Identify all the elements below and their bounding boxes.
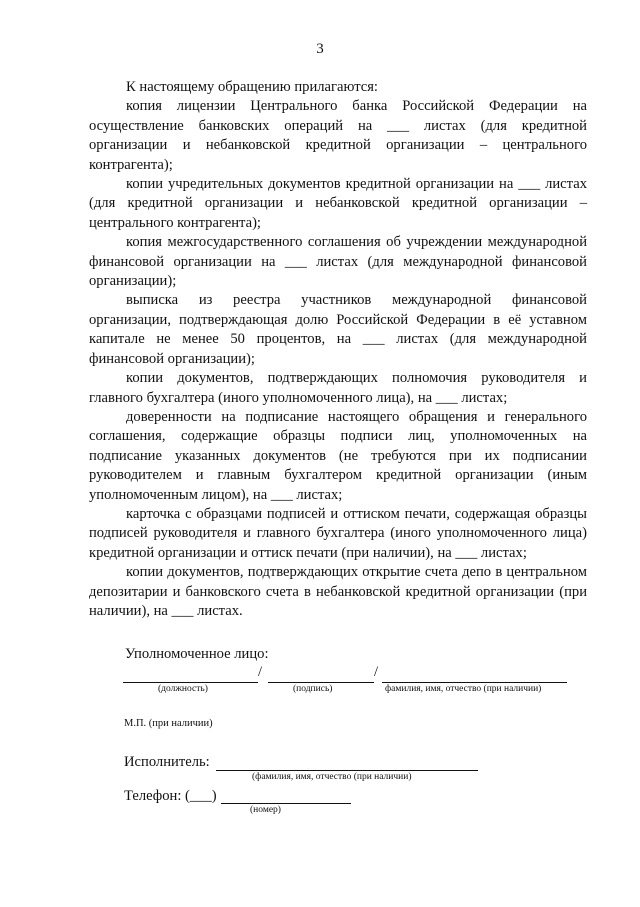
name-caption: фамилия, имя, отчество (при наличии) xyxy=(385,684,542,694)
separator-1: / xyxy=(258,664,263,680)
attachment-item: копия межгосударственного соглашения об учреждении международной финансовой организации на ___ листах (для международной финансовой организации); xyxy=(89,234,587,290)
executor-line xyxy=(216,770,478,771)
executor-caption: (фамилия, имя, отчество (при наличии) xyxy=(252,772,412,782)
signature-line xyxy=(268,682,374,683)
phone-label: Телефон: (___) xyxy=(124,788,217,804)
authorized-person-label: Уполномоченное лицо: xyxy=(125,646,269,662)
attachment-item: копии учредительных документов кредитной организации на ___ листах (для кредитной организации и небанковской кредитной организации – центрального контрагента); xyxy=(89,176,587,231)
attachment-item: копии документов, подтверждающих полномочия руководителя и главного бухгалтера (иного уполномоченного лица), на ___ листах; xyxy=(89,370,587,406)
position-line xyxy=(123,682,258,683)
attachment-item: доверенности на подписание настоящего обращения и генерального соглашения, содержащие образцы подписи лиц, уполномоченных на подписание указанных документов (не требуются при их подписании руководителем и главным бухгалтером кредитной организации (иным уполномоченным лицом), на ___ листах; xyxy=(89,408,587,503)
attachment-item: выписка из реестра участников международной финансовой организации, подтверждающая долю Российской Федерации в её уставном капитале не менее 50 процентов, на ___ листах (для международной финансовой организации); xyxy=(89,292,587,367)
position-caption: (должность) xyxy=(158,684,208,694)
page-number: 3 xyxy=(316,41,324,57)
signature-caption: (подпись) xyxy=(293,684,333,694)
executor-label: Исполнитель: xyxy=(124,754,210,770)
name-line xyxy=(382,682,567,683)
separator-2: / xyxy=(374,664,379,680)
intro-text: К настоящему обращению прилагаются: xyxy=(126,79,378,95)
phone-caption: (номер) xyxy=(250,805,281,815)
attachment-item: копии документов, подтверждающих открытие счета депо в центральном депозитарии и банковского счета в небанковской кредитной организации (при наличии), на ___ листах. xyxy=(89,564,587,619)
stamp-label: М.П. (при наличии) xyxy=(124,718,213,729)
attachment-item: карточка с образцами подписей и оттиском печати, содержащая образцы подписей руководителя и главного бухгалтера (иного уполномоченного лица) кредитной организации и оттиск печати (при наличии), на ___ листах; xyxy=(89,505,587,561)
attachment-item: копия лицензии Центрального банка Российской Федерации на осуществление банковских операций на ___ листах (для кредитной организации и небанковской кредитной организации – центрального контрагента); xyxy=(89,98,587,173)
phone-line xyxy=(221,803,351,804)
